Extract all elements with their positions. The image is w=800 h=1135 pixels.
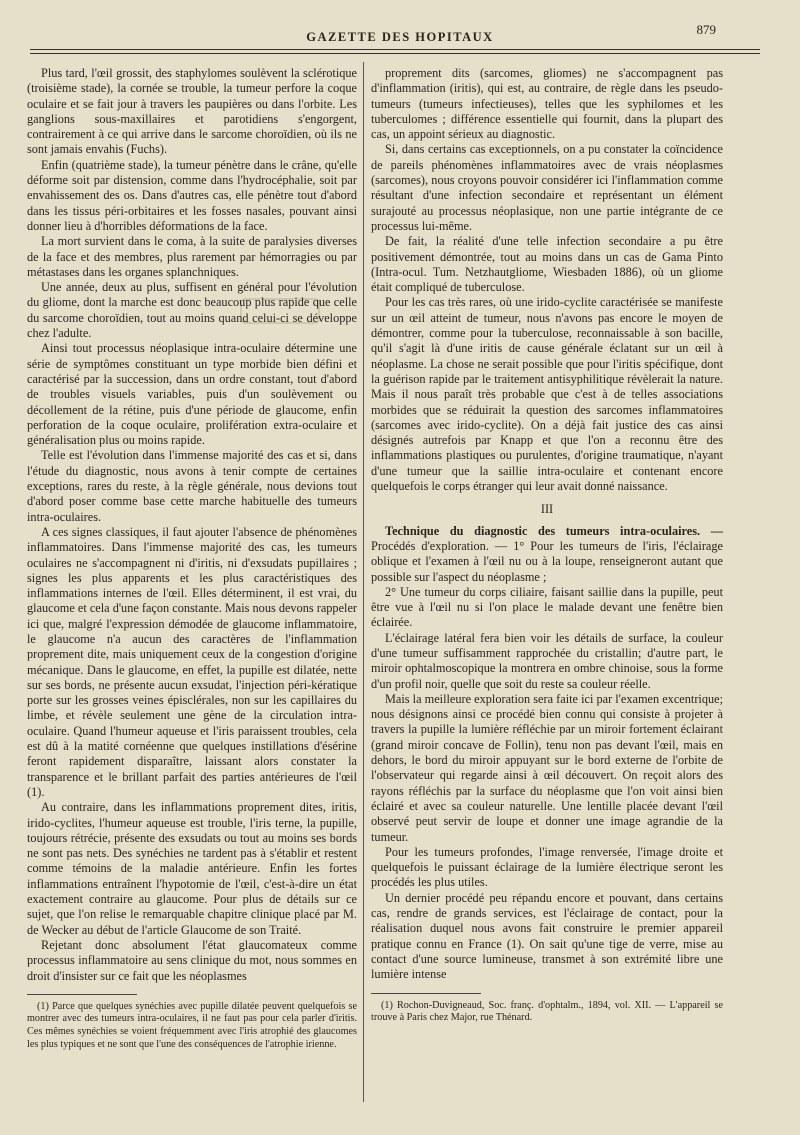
paragraph: Une année, deux au plus, suffisent en général pour l'évolution du gliome, dont la marche est donc beaucoup plus rapide que celle du sarcome choroïdien, tout au moins quand celui-ci se développe chez l'adulte.	[27, 280, 357, 341]
footnote	[371, 1000, 723, 1025]
paragraph: De fait, la réalité d'une telle infection secondaire a pu être positivement démontrée, tout au moins dans un cas de Gama Pinto (Intra-ocul. Tum. Netzhautgliome, Wiesbaden 1886), où un gliome était compliqué de tuberculose.	[371, 234, 723, 295]
paragraph: 2° Une tumeur du corps ciliaire, faisant saillie dans la pupille, peut être vue à l'œil nu si l'on place le malade devant une fenêtre bien éclairée.	[371, 584, 723, 630]
footnote-rule	[27, 994, 137, 995]
right-column	[371, 66, 723, 1025]
column-divider	[363, 62, 364, 1102]
paragraph: proprement dits (sarcomes, gliomes) ne s'accompagnent pas d'inflammation (iritis), qui est, au contraire, de règle dans les pseudo-tumeurs (tumeurs infectieuses), telles que les syphilomes et les tuberculomes ; différence essentielle qui fournit, dans la plupart des cas, un appoint sérieux au diagnostic.	[371, 66, 723, 142]
paragraph: La mort survient dans le coma, à la suite de paralysies diverses de la face et des membres, plus rarement par hémorragies ou par métastases dans les organes splanchniques.	[27, 234, 357, 279]
section-text: Procédés d'exploration. — 1° Pour les tumeurs de l'iris, l'éclairage oblique et l'examen à l'œil nu ou à la loupe, renseigneront autant que possible sur l'aspect du néoplasme ;	[371, 538, 723, 584]
page-header-title: GAZETTE DES HOPITAUX	[306, 30, 494, 44]
footnote-text: (1) Parce que quelques synéchies avec pupille dilatée peuvent quelquefois se montrer avec des tumeurs intra-oculaires, il ne faut pas pour cela parler d'iritis. Ces mêmes synéchies se voient fréquemment avec l'iris atrophié des glaucomes les plus typiques et ne sont que l'une des conséquences de l'atrophie irienne.	[27, 1000, 357, 1050]
paragraph: Plus tard, l'œil grossit, des staphylomes soulèvent la sclérotique (troisième stade), la cornée se trouble, la tumeur perfore la coque oculaire et se fait jour à travers les paupières ou dans l'orbite. Les ganglions sous-maxillaires et parotidiens s'engorgent, contrairement à ce qui arrive dans le sarcome choroïdien, où ils ne sont jamais envahis (Fuchs).	[27, 66, 357, 157]
paragraph: A ces signes classiques, il faut ajouter l'absence de phénomènes inflammatoires. Dans l'immense majorité des cas, les tumeurs oculaires ne s'accompagnent ni d'iritis, ni d'exsudats pupillaires ; signes les plus apparents et les plus caractéristiques des inflammations internes de l'œil. Elles déterminent, il est vrai, du glaucome et cela d'une façon constante. Mais nous devons rappeler ici que, malgré l'expression démodée de glaucome inflammatoire, le glaucome n'a aucun des caractères de l'inflammation proprement dite, mais uniquement ceux de la congestion d'origine mécanique. Dans le glaucome, en effet, la pupille est dilatée, nette sur ses bords, ne présente aucun exsudat, l'injection péri-kératique porte sur les grosses veines épisclérales, non sur les capillaires du limbe, et révèle seulement une gène de la circulation intra-oculaire. Quand l'humeur aqueuse et l'iris paraissent troubles, cela est dû à la matité cornéenne que quelques instillations d'ésérine feront rapidement disparaître, laissant alors constater la transparence et le brillant parfait des parties antérieures de l'œil (1).	[27, 524, 358, 799]
footnote-rule	[371, 993, 481, 994]
paragraph: Rejetant donc absolument l'état glaucomateux comme processus inflammatoire au sens clinique du mot, nous sommes en droit d'insister sur ce fait que les néoplasmes	[27, 937, 357, 983]
paragraph: Ainsi tout processus néoplasique intra-oculaire détermine une série de symptômes constituant un type morbide bien défini et caractérisé par la succession, dans un ordre constant, tout d'abord de troubles visuels variables, puis d'un soulèvement ou décollement de la rétine, puis d'une période de glaucome, enfin perforation de la coque oculaire, prolifération extra-oculaire et généralisation plus ou moins rapide.	[27, 341, 357, 448]
paragraph: Mais la meilleure exploration sera faite ici par l'examen excentrique; nous désignons ainsi ce procédé bien connu qui consiste à projeter à travers la pupille la lumière réfléchie par un miroir fortement éclairant (grand miroir concave de Follin), tenu non pas devant l'œil, mais en dehors, le bord du miroir appuyant sur le bord externe de l'orbite de l'observateur qui regarde ainsi à œil découvert. On reçoit alors des rayons réfléchis par la surface du néoplasme que l'on voit ainsi bien éclairé et avec sa couleur naturelle. Une lentille placée devant l'œil observé peut servir de loupe et donner une image agrandie de la tumeur.	[371, 691, 723, 844]
paragraph: Un dernier procédé peu répandu encore et pouvant, dans certains cas, rendre de grands services, est l'éclairage de contact, pour la réalisation duquel nous avons fait construire le premier appareil pratique connu en France (1). On sait qu'une tige de verre, mise au contact d'une source lumineuse, transmet à son extrémité libre une lumière intense	[371, 890, 723, 982]
paragraph: Enfin (quatrième stade), la tumeur pénètre dans le crâne, qu'elle déforme soit par distension, comme dans l'hydrocéphalie, soit par envahissement des os. Dans d'autres cas, elle pénètre tout d'abord dans les tissus péri-orbitaires et les fosses nasales, pouvant ainsi donner lieu à d'horribles déformations de la face.	[27, 157, 357, 233]
footnote-text: (1) Rochon-Duvigneaud, Soc. franç. d'ophtalm., 1894, vol. XII. — L'appareil se trouve à Paris chez Major, rue Thénard.	[371, 999, 723, 1024]
paragraph: Au contraire, dans les inflammations proprement dites, iritis, irido-cyclites, l'humeur aqueuse est trouble, l'iris terne, la pupille, toujours rétrécie, présente des exsudats ou tout au moins ses bords ne sont pas nets. Des synéchies ne tardent pas à s'établir et restent comme témoins de la maladie antérieure. Enfin les fortes inflammations entraînent l'hypotomie de l'œil, c'est-à-dire un état exactement contraire au glaucome. Pour plus de détails sur ce sujet, que l'on relise le remarquable chapitre clinique placé par M. de Wecker au début de l'article Glaucome de son Traité.	[27, 800, 357, 937]
section-number: III	[540, 502, 554, 517]
paragraph: Pour les cas très rares, où une irido-cyclite caractérisée se manifeste sur un œil atteint de tumeur, nous n'avons pas encore le moyen de démontrer, comme pour la tuberculose, reconnaissable à son bacille, qu'il s'agit là d'une iritis de cause générale éclatant sur un œil à néoplasme. La chose ne serait possible que pour l'iritis spécifique, dont la guérison rapide par le traitement antisyphilitique révèlerait la nature. Mais il nous paraît très probable que c'est à de telles associations morbides que se réduirait la question des sarcomes inflammatoires (sarcomes avec irido-cyclite). On a déjà fait justice des cas ainsi désignés autrefois par Knapp et que l'on a reconnu être des inflammations plastiques ou purulentes, d'origine traumatique, n'ayant d'une tumeur que la saillie intra-oculaire et contenant encore quelquefois le corps étranger qui leur avait donné naissance.	[371, 295, 723, 494]
header-rule	[30, 49, 760, 50]
left-column	[27, 66, 357, 1051]
section-heading-paragraph	[371, 524, 723, 585]
paragraph: L'éclairage latéral fera bien voir les détails de surface, la couleur d'une tumeur suffisamment rapprochée du cristallin; d'autre part, le miroir ophtalmoscopique la montrera en ombre chinoise, sous la forme d'un profil noir, quelle que soit du reste sa couleur réelle.	[371, 630, 723, 691]
header-rule-thin	[30, 53, 760, 54]
footnote	[27, 1001, 357, 1051]
paragraph: Telle est l'évolution dans l'immense majorité des cas et si, dans l'étude du diagnostic, nous avons à tenir compte de certaines exceptions, rares du reste, à la règle générale, nous devions tout d'abord poser comme base cette marche habituelle des tumeurs intra-oculaires.	[27, 448, 357, 524]
paragraph: Si, dans certains cas exceptionnels, on a pu constater la coïncidence de pareils phénomènes inflammatoires avec de vrais néoplasmes (sarcomes), nous croyons pouvoir considérer ici l'inflammation comme résultant d'une infection secondaire et représentant un élément surajouté au processus néoplasique, non une partie intégrante de ce processus lui-même.	[371, 142, 723, 233]
page-number: 879	[696, 22, 716, 37]
paragraph: Pour les tumeurs profondes, l'image renversée, l'image droite et quelquefois le puissant éclairage de la lumière électrique seront les procédés les plus utiles.	[371, 844, 723, 890]
section-title: Technique du diagnostic des tumeurs intra-oculaires. —	[385, 523, 723, 538]
